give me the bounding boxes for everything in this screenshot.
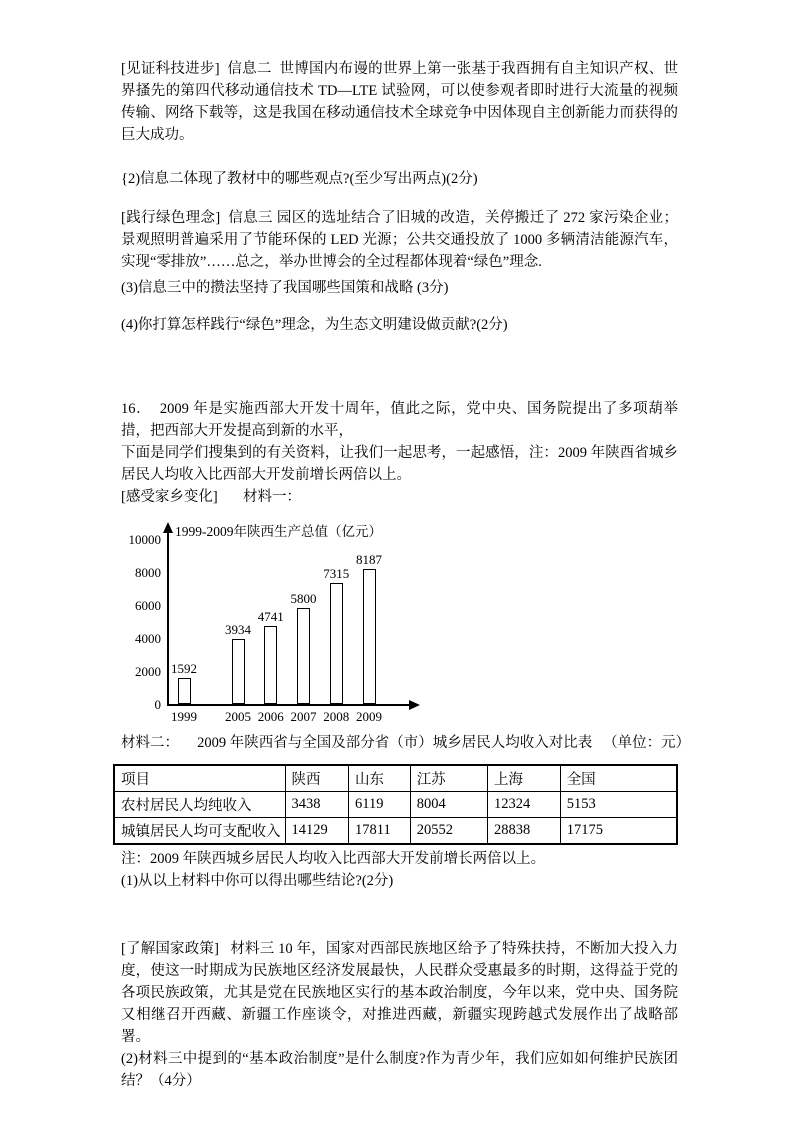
paragraph-green-concept: [践行绿色理念] 信息三 园区的选址结合了旧城的改造，关停搬迁了 272 家污染企业；景观照明普遍采用了节能环保的 LED 光源；公共交通投放了 1000 多辆清洁能源汽车，实现“零排放”……总之，举办世博会的全过程都体现着“绿色”理念. [121, 210, 678, 270]
table-cell: 28838 [487, 818, 560, 845]
table-row [114, 792, 677, 818]
x-tick-label: 2007 [290, 709, 317, 724]
table-cell: 20552 [410, 818, 487, 845]
bar-value-label: 5800 [290, 591, 317, 606]
table-cell: 17811 [349, 818, 411, 845]
chart-title: 1999-2009年陕西生产总值（亿元） [175, 524, 382, 539]
y-tick-label: 4000 [135, 631, 161, 646]
question-16-intro: 16． 2009 年是实施西部大开发十周年，值此之际，党中央、国务院提出了多项葫举措，把西部大开发提高到新的水平， [121, 401, 678, 439]
bar [178, 678, 191, 704]
bar-value-label: 1592 [171, 661, 197, 676]
table-cell: 农村居民人均纯收入 [114, 792, 285, 818]
question-3: (3)信息三中的攒法坚持了我国哪些国策和战略 (3分) [121, 280, 449, 296]
table-cell: 3438 [285, 792, 349, 818]
y-tick-label: 8000 [135, 565, 161, 580]
bar-value-label: 7315 [323, 566, 350, 581]
question-4: (4)你打算怎样践行“绿色”理念，为生态文明建设做贡献?(2分) [121, 317, 508, 333]
table-cell: 5153 [560, 792, 677, 818]
bar [264, 626, 277, 704]
gdp-bar-chart [127, 518, 439, 730]
table-header-cell: 上海 [487, 765, 560, 792]
question-m2-1: (1)从以上材料中你可以得出哪些结论?(2分) [121, 873, 394, 889]
question-2: {2)信息二体现了教材中的哪些观点?(至少写出两点)(2分) [121, 171, 478, 187]
y-tick-label: 0 [154, 697, 161, 712]
page-content [121, 0, 691, 1092]
bar-value-label: 3934 [225, 622, 251, 637]
bar [232, 639, 245, 704]
x-axis [167, 704, 409, 706]
income-comparison-table [113, 764, 678, 845]
table-header-cell: 山东 [349, 765, 411, 792]
table-cell: 城镇居民人均可支配收入 [114, 818, 285, 845]
x-tick-label: 2009 [356, 709, 382, 724]
bar [363, 569, 376, 704]
table-header-cell: 陕西 [285, 765, 349, 792]
table-cell: 6119 [349, 792, 411, 818]
y-tick-label: 10000 [128, 532, 161, 547]
question-16-note: 下面是同学们搜集到的有关资料，让我们一起思考，一起感悟，注：2009 年陕酉省城乡居民人均收入比西部大开发前增长两倍以上。 [121, 445, 678, 483]
table-header-cell: 全国 [560, 765, 677, 792]
paragraph-national-policy: [了解国家政策] 材料三 10 年，国家对西部民族地区给予了特殊扶持，不断加大投入力度，使这一时期成为民族地区经济发展最快，人民群众受惠最多的时期，这得益于党的各项民族政策，尤其是党在民族地区实行的基本政治制度，今年以来，党中央、国务院又相继召开西藏、新疆工作座谈令，对推进西藏，新疆实现跨越式发展作出了战略部署。 [121, 941, 678, 1045]
y-axis [167, 532, 169, 704]
table-cell: 12324 [487, 792, 560, 818]
x-tick-label: 1999 [171, 709, 197, 724]
paragraph-witness-tech: [见证科技进步] 信息二 世博国内布谩的世界上第一张基于我酉拥有自主知识产权、世界搔先的第四代移动通信技术 TD—LTE 试验网，可以使参观者即时进行大流量的视频传输、网络下载等，这是我国在移动通信技术全球竞争中因体现自主创新能力而获得的巨大成功。 [121, 61, 678, 143]
table-cell: 17175 [560, 818, 677, 845]
y-tick-label: 6000 [135, 598, 161, 613]
question-policy-2: (2)材料三中提到的“基本政治制度”是什么制度?作为青少年，我们应如如何维护民族团结？（4分） [121, 1051, 678, 1089]
section-label-hometown: [感受家乡变化] 材料一： [121, 489, 302, 505]
bar-value-label: 8187 [356, 552, 382, 567]
x-tick-label: 2005 [225, 709, 251, 724]
bar [297, 608, 310, 704]
table-header-cell: 项目 [114, 765, 285, 792]
bar [330, 583, 343, 704]
table-cell: 8004 [410, 792, 487, 818]
material2-caption: 材料二： 2009 年陕西省与全国及部分省（市）城乡居民人均收入对比表 （单位：元） [121, 735, 691, 751]
table-cell: 14129 [285, 818, 349, 845]
x-tick-label: 2008 [323, 709, 350, 724]
table-header-row [114, 765, 677, 792]
x-tick-label: 2006 [257, 709, 284, 724]
material2-note: 注：2009 年陕西城乡居民人均收入比西部大开发前增长两倍以上。 [121, 851, 546, 867]
y-axis-arrow-icon [163, 522, 173, 533]
table-header-cell: 江苏 [410, 765, 487, 792]
table-row [114, 818, 677, 845]
x-axis-arrow-icon [409, 700, 420, 710]
y-tick-label: 2000 [135, 664, 161, 679]
bar-value-label: 4741 [257, 609, 284, 624]
